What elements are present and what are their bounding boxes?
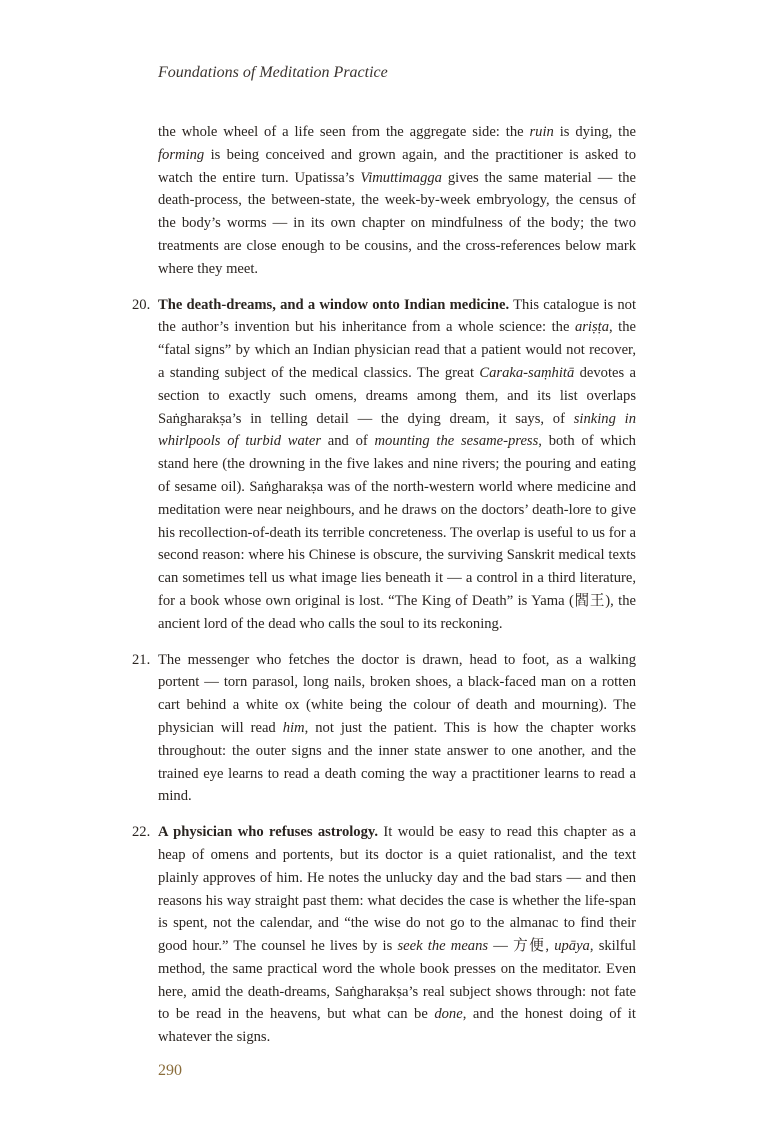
text-run: The messenger who fetches the doctor is drawn, head to foot, as a walking portent — torn parasol, long nails, broken shoes, a black-faced man on a rotten cart behind a white ox (white being the colour of death and mourning). The physician will read	[158, 651, 636, 736]
endnote-number: 21.	[132, 651, 151, 668]
italic-text: seek the means	[397, 938, 489, 955]
text-run: gives the same material — the death-process, the between-state, the week-by-week embryology, the census of the body’s worms — in its own chapter on mindfulness of the body; the two treatments are close enough to be cousins, and the cross-references below mark where they meet.	[158, 169, 636, 277]
page-number: 290	[158, 1062, 182, 1079]
italic-text: done	[434, 1006, 463, 1023]
note-heading: The death-dreams, and a window onto Indian medicine.	[158, 296, 510, 313]
italic-text: ruin	[529, 124, 554, 140]
text-run: This catalogue is not the author’s invention but his inheritance from a whole science: the	[158, 296, 637, 336]
text-run: , both of which stand here (the drowning in the five lakes and nine rivers; the pouring and eating of sesame oil). Saṅgharakṣa was of the north-western world where medicine and meditation were near neighbours, and he draws on the doctors’ death-lore to give his recollection-of-death its terrible concreteness. The overlap is useful to us for a second reason: where his Chinese is obscure, the surviving Sanskrit medical texts can sometimes tell us what image lies beneath it — a control in a third literature, for a book whose own original is lost. “The King of Death” is Yama (閻王), the ancient lord of the dead who calls the soul to its reckoning.	[158, 433, 636, 632]
text-run: It would be easy to read this chapter as a heap of omens and portents, but its doctor is a quiet rationalist, and the text plainly approves of him. He notes the unlucky day and the bad stars — and then reasons his way straight past them: what decides the case is whether the life-span is spent, not the calendar, and “the wise do not go to the almanac to find their good hour.” The counsel he lives by is	[158, 824, 636, 955]
endnote-20	[132, 294, 637, 636]
endnote-21	[132, 649, 636, 809]
endnote-text	[158, 652, 636, 805]
italic-text: ariṣṭa	[574, 319, 609, 336]
endnote-text	[158, 824, 636, 1045]
text-run: devotes a section to exactly such omens, dreams among them, and its list overlaps Saṅgharakṣa’s in telling detail — the dying dream, it says, of	[158, 364, 636, 427]
italic-text: Caraka-saṃhitā	[479, 364, 575, 381]
endnote-text	[158, 297, 636, 632]
continuation-paragraph	[158, 121, 636, 281]
running-head: Foundations of Meditation Practice	[158, 64, 388, 81]
italic-text: sinking in whirlpools of turbid water	[158, 410, 636, 450]
note-heading: A physician who refuses astrology.	[158, 824, 379, 841]
text-run: , skilful method, the same practical word the whole book presses on the meditator. Even here, amid the death-dreams, Saṅgharakṣa’s real subject shows through: not fate to be read in the heavens, but what can be	[158, 938, 636, 1023]
text-run: is being conceived and grown again, and the practitioner is asked to watch the entire turn. Upatissa’s	[158, 146, 636, 186]
endnote-number: 22.	[132, 824, 151, 841]
text-run: is dying, the	[553, 124, 636, 140]
text-run: , the “fatal signs” by which an Indian physician read that a patient would not recover, a standing subject of the medical classics. The great	[158, 319, 636, 381]
text-run: — 方便,	[488, 938, 555, 955]
italic-text: Vimuttimagga	[360, 169, 442, 186]
endnote-number: 20.	[132, 296, 151, 313]
endnote-22	[132, 821, 636, 1049]
italic-text: upāya	[554, 938, 590, 955]
italic-text: him	[282, 719, 305, 736]
page-body	[132, 121, 637, 1049]
text-run: and of	[321, 433, 375, 450]
text-run: , and the honest doing of it whatever the signs.	[158, 1006, 636, 1046]
text-run: , not just the patient. This is how the chapter works throughout: the outer signs and the inner state answer to one another, and the trained eye learns to read a death coming the way a practitioner learns to read a mind.	[158, 719, 636, 805]
italic-text: forming	[158, 146, 205, 163]
italic-text: mounting the sesame-press	[374, 433, 539, 450]
text-run: the whole wheel of a life seen from the aggregate side: the	[158, 124, 530, 140]
